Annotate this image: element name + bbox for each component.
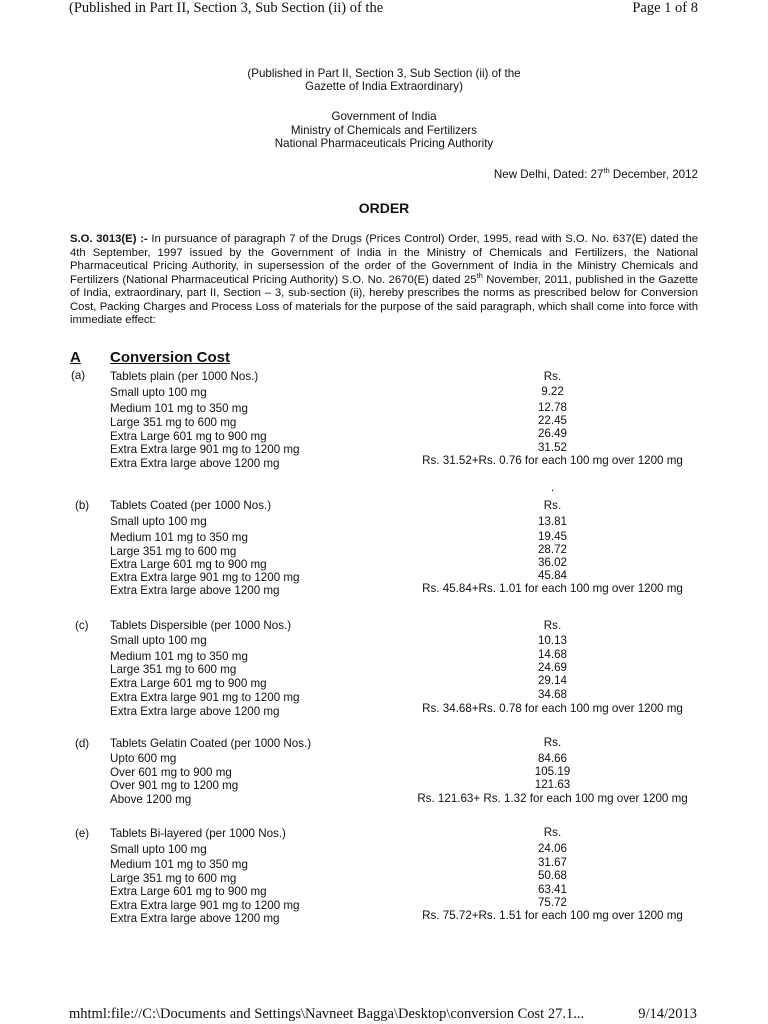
row-value: 34.68 (537, 688, 567, 701)
group-mark: (d) (75, 737, 90, 750)
published-note-line-1: (Published in Part II, Section 3, Sub Section (ii) of the (247, 67, 521, 80)
section-title: Conversion Cost (110, 349, 231, 366)
authority-name: National Pharmaceuticals Pricing Authority (274, 137, 494, 150)
group-header: Tablets Dispersible (per 1000 Nos.) (110, 619, 292, 632)
group-header: Tablets plain (per 1000 Nos.) (110, 370, 259, 383)
row-value: 36.02 (537, 556, 567, 569)
row-value: 50.68 (537, 869, 567, 882)
print-header-page-number: Page 1 of 8 (632, 0, 698, 16)
row-label: Medium 101 mg to 350 mg (110, 650, 248, 663)
group-header: Tablets Coated (per 1000 Nos.) (110, 499, 272, 512)
row-label: Extra Extra large 901 mg to 1200 mg (110, 571, 300, 584)
trailing-dot: . (550, 481, 555, 494)
row-label: Extra Large 601 mg to 900 mg (110, 677, 267, 690)
row-value: 9.22 (541, 385, 564, 398)
row-label: Small upto 100 mg (110, 634, 207, 647)
order-paragraph: S.O. 3013(E) :- In pursuance of paragraph 7 of the Drugs (Prices Control) Order, 1995, read with S.O. No. 637(E) dated the 4th September, 1997 issued by the Government of India in the Ministry of Chemicals and Fertilizers, the National Pharmaceutical Pricing Authority, in supersession of the order of the Government of India in the Ministry Chemicals and Fertilizers (National Pharmaceutical Pricing Authority) S.O. No. 2670(E) dated 25th November, 2011, published in the Gazette of India, extraordinary, part II, Section – 3, sub-section (ii), hereby prescribes the norms as prescribed below for Conversion Cost, Packing Charges and Process Loss of materials for the purpose of the said paragraph, which shall come into force with immediate effect: (70, 233, 699, 326)
row-value: 63.41 (537, 883, 567, 896)
print-header-title: (Published in Part II, Section 3, Sub Section (ii) of the (69, 0, 384, 16)
row-label: Medium 101 mg to 350 mg (110, 531, 248, 544)
row-value: 19.45 (537, 530, 567, 543)
row-value: 12.78 (537, 401, 567, 414)
row-label: Large 351 mg to 600 mg (110, 872, 237, 885)
row-value: 22.45 (537, 414, 567, 427)
government-name: Government of India (331, 110, 437, 123)
currency-label: Rs. (543, 736, 562, 749)
ministry-name: Ministry of Chemicals and Fertilizers (290, 124, 478, 137)
group-mark: (b) (75, 499, 90, 512)
row-label: Over 901 mg to 1200 mg (110, 779, 239, 792)
row-value: 28.72 (537, 543, 567, 556)
row-label: Extra Extra large 901 mg to 1200 mg (110, 691, 300, 704)
row-label: Extra Large 601 mg to 900 mg (110, 430, 267, 443)
row-label: Extra Extra large 901 mg to 1200 mg (110, 899, 300, 912)
published-note-line-2: Gazette of India Extraordinary) (305, 80, 463, 93)
currency-label: Rs. (543, 619, 562, 632)
currency-label: Rs. (543, 370, 562, 383)
row-label: Extra Large 601 mg to 900 mg (110, 558, 267, 571)
row-value: 31.67 (537, 856, 567, 869)
row-value: Rs. 45.84+Rs. 1.01 for each 100 mg over 1200 mg (422, 582, 683, 595)
row-value: 31.52 (537, 441, 567, 454)
row-label: Large 351 mg to 600 mg (110, 416, 237, 429)
row-label: Medium 101 mg to 350 mg (110, 402, 248, 415)
group-mark: (c) (75, 619, 89, 632)
row-label: Over 601 mg to 900 mg (110, 766, 232, 779)
group-mark: (e) (75, 827, 90, 840)
row-label: Upto 600 mg (110, 752, 177, 765)
group-header: Tablets Gelatin Coated (per 1000 Nos.) (110, 737, 312, 750)
row-label: Above 1200 mg (110, 793, 192, 806)
currency-label: Rs. (543, 826, 562, 839)
print-footer-date: 9/14/2013 (638, 1006, 697, 1022)
order-date: New Delhi, Dated: 27th December, 2012 (493, 166, 698, 181)
row-value: Rs. 121.63+ Rs. 1.32 for each 100 mg over 1200 mg (417, 792, 688, 805)
row-label: Extra Extra large 901 mg to 1200 mg (110, 443, 300, 456)
row-label: Extra Extra large above 1200 mg (110, 912, 280, 925)
row-value: 29.14 (537, 674, 567, 687)
row-value: 45.84 (537, 569, 567, 582)
row-label: Small upto 100 mg (110, 843, 207, 856)
row-value: 24.69 (537, 661, 567, 674)
row-label: Extra Extra large above 1200 mg (110, 457, 280, 470)
row-label: Small upto 100 mg (110, 515, 207, 528)
row-label: Extra Extra large above 1200 mg (110, 584, 280, 597)
row-value: 26.49 (537, 427, 567, 440)
group-mark: (a) (71, 369, 86, 382)
row-label: Large 351 mg to 600 mg (110, 663, 237, 676)
order-title: ORDER (358, 200, 410, 216)
row-label: Medium 101 mg to 350 mg (110, 858, 248, 871)
row-value: Rs. 31.52+Rs. 0.76 for each 100 mg over 1200 mg (422, 454, 683, 467)
row-label: Large 351 mg to 600 mg (110, 545, 237, 558)
row-label: Extra Extra large above 1200 mg (110, 705, 280, 718)
row-value: 24.06 (537, 842, 567, 855)
row-value: 75.72 (537, 896, 567, 909)
row-label: Extra Large 601 mg to 900 mg (110, 885, 267, 898)
row-value: 105.19 (534, 765, 571, 778)
row-value: 13.81 (537, 515, 567, 528)
row-value: Rs. 34.68+Rs. 0.78 for each 100 mg over 1200 mg (422, 702, 683, 715)
print-footer-file-path: mhtml:file://C:\Documents and Settings\Navneet Bagga\Desktop\conversion Cost 27.1... (69, 1006, 585, 1022)
section-letter: A (70, 349, 81, 366)
row-value: Rs. 75.72+Rs. 1.51 for each 100 mg over 1200 mg (422, 909, 683, 922)
row-label: Small upto 100 mg (110, 386, 207, 399)
currency-label: Rs. (543, 499, 562, 512)
row-value: 121.63 (534, 778, 571, 791)
row-value: 84.66 (537, 752, 567, 765)
group-header: Tablets Bi-layered (per 1000 Nos.) (110, 827, 286, 840)
row-value: 10.13 (537, 634, 567, 647)
row-value: 14.68 (537, 648, 567, 661)
